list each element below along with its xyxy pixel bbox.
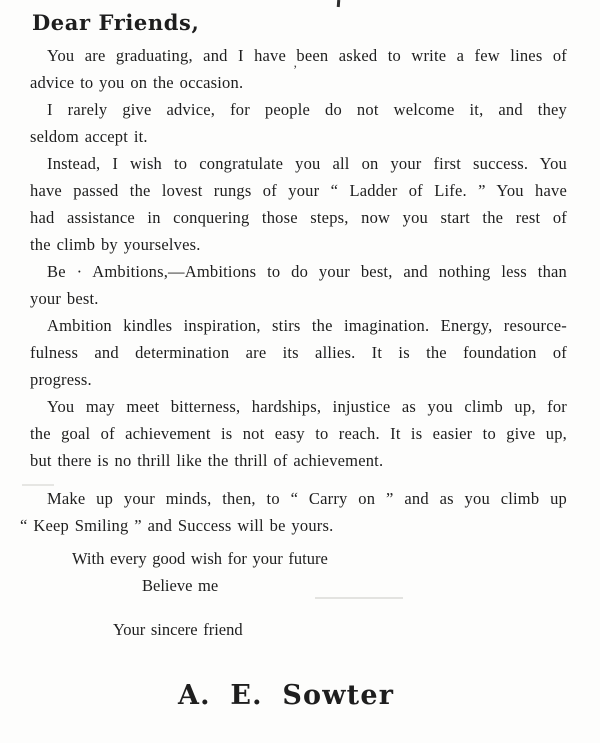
letter-line: but there is no thrill like the thrill of achievement. [30, 451, 384, 470]
paragraph-5 [30, 312, 567, 393]
letter-line: Ambition kindles inspiration, stirs the imagination. Energy, resource- [47, 316, 567, 335]
closing-believe-me: Believe me [142, 576, 219, 595]
letter-line: have passed the lovest rungs of your “ Ladder of Life. ” You have [30, 181, 567, 200]
letter-line: I rarely give advice, for people do not welcome it, and they [47, 100, 567, 119]
paragraph-1 [30, 42, 567, 96]
paragraph-3 [30, 150, 567, 258]
letter-line: seldom accept it. [30, 127, 148, 146]
scan-artifact-smudge [315, 597, 403, 599]
paragraph-4 [30, 258, 567, 312]
letter-line: Make up your minds, then, to “ Carry on ” and as you climb up [47, 489, 567, 508]
letter-line: the goal of achievement is not easy to reach. It is easier to give up, [30, 424, 567, 443]
paragraph-7 [20, 485, 567, 539]
paragraph-2 [30, 96, 567, 150]
letter-line: progress. [30, 370, 92, 389]
letter-line: Be · Ambitions,—Ambitions to do your best, and nothing less than [47, 262, 567, 281]
closing-sincere-friend: Your sincere friend [113, 620, 243, 639]
letter-line: “ Keep Smiling ” and Success will be yours. [20, 516, 334, 535]
letter-salutation: Dear Friends, [32, 10, 200, 35]
letter-line: your best. [30, 289, 99, 308]
letter-line: fulness and determination are its allies. It is the foundation of [30, 343, 567, 362]
scan-artifact-stray-apostrophe: ʼ [293, 62, 298, 77]
letter-line: the climb by yourselves. [30, 235, 201, 254]
letter-line: Instead, I wish to congratulate you all on your first success. You [47, 154, 567, 173]
letter-line: advice to you on the occasion. [30, 73, 244, 92]
paragraph-6 [30, 393, 567, 474]
closing-wish: With every good wish for your future [72, 549, 328, 568]
letter-line: had assistance in conquering those steps, now you start the rest of [30, 208, 567, 227]
letter-line: You are graduating, and I have been asked to write a few lines of [47, 46, 567, 65]
scan-artifact-top-tick [337, 0, 340, 7]
letter-line: You may meet bitterness, hardships, injustice as you climb up, for [47, 397, 567, 416]
scan-artifact-smudge [22, 484, 54, 486]
signature-name: A. E. Sowter [178, 680, 395, 711]
